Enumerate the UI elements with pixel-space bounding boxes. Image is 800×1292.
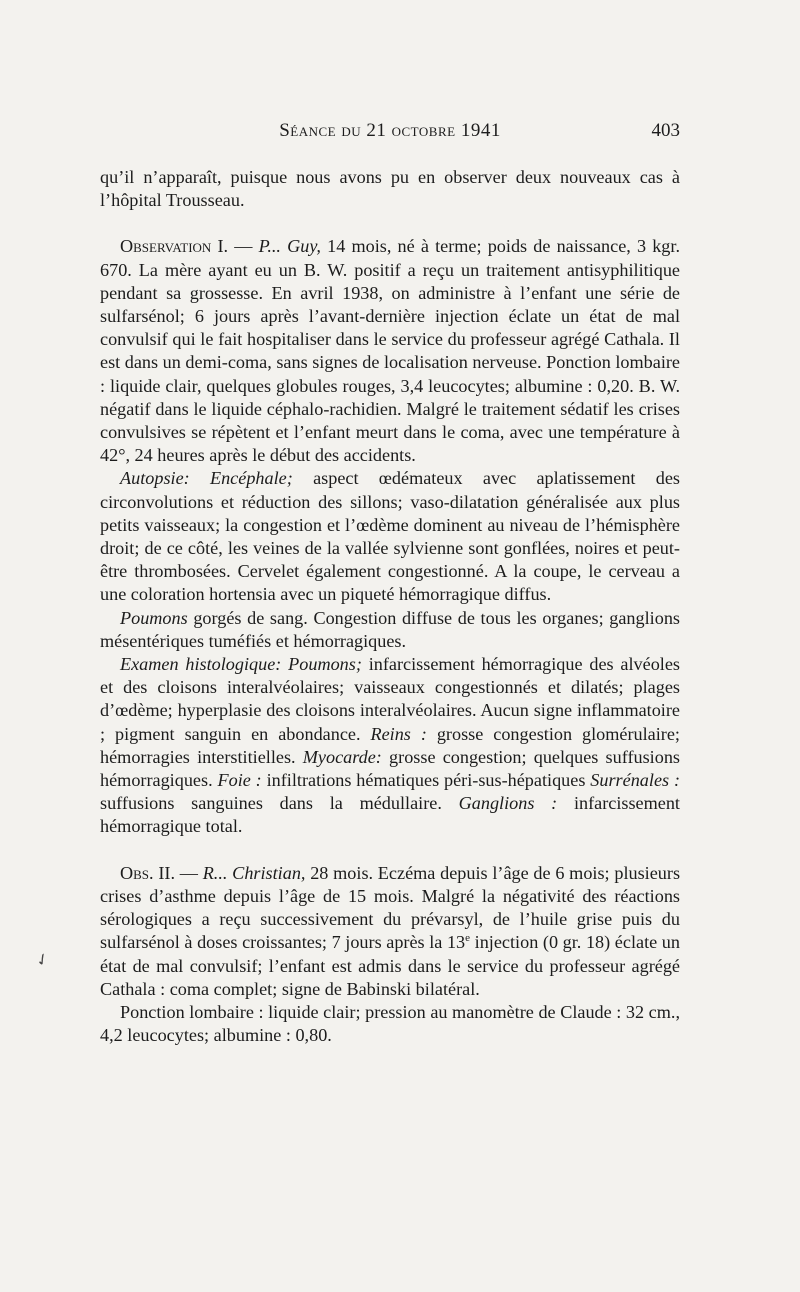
surrenales-label: Surrénales :	[590, 770, 681, 791]
ganglions-label: Ganglions :	[458, 793, 558, 814]
autopsie-text: aspect œdémateux avec aplatissement des circonvolutions et réduction des sillons; vaso-dilatation généralisée aux plus petits vaisseaux; la congestion et l’œdème dominent au niveau de l’hémisphère droit; de ce côté, les veines de la vallée sylvienne sont gonflées, noires et peut-être thrombosées. Cervelet également congestionné. A la coupe, le cerveau a une coloration hortensia avec un piqueté hémorragique diffus.	[100, 468, 680, 605]
reins-label: Reins :	[370, 723, 427, 744]
examen-label: Examen histologique: Poumons;	[120, 654, 362, 675]
intro-text: qu’il n’apparaît, puisque nous avons pu en observer deux nouveaux cas à l’hôpital Trousseau.	[100, 167, 680, 211]
running-title	[100, 120, 680, 142]
observation-1-patient: P... Guy,	[258, 236, 321, 257]
paragraph-poumons	[100, 607, 680, 653]
foie-text: infiltrations hématiques péri-sus-hépatiques	[261, 770, 591, 791]
observation-1-text: 14 mois, né à terme; poids de naissance, 3 kgr. 670. La mère ayant eu un B. W. positif a reçu un traitement antisyphilitique pendant sa grossesse. En avril 1938, on administre à l’enfant une série de sulfarsénol; 6 jours après l’avant-dernière injection éclate un état de mal convulsif qui le fait hospitaliser dans le service du professeur agrégé Cathala. Il est dans un demi-coma, sans signes de localisation nerveuse. Ponction lombaire : liquide clair, quelques globules rouges, 3,4 leucocytes; albumine : 0,20. B. W. négatif dans le liquide céphalo-rachidien. Malgré le traitement sédatif les crises convulsives se répètent et l’enfant meurt dans le coma, avec une température à 42°, 24 heures après le début des accidents.	[100, 236, 681, 466]
paragraph-observation-1	[100, 235, 680, 467]
observation-1-dash: —	[228, 236, 259, 257]
foie-label: Foie :	[217, 770, 262, 791]
autopsie-label: Autopsie: Encéphale;	[120, 468, 293, 489]
running-title-prefix: Séance du	[279, 120, 362, 141]
poumons-text: gorgés de sang. Congestion diffuse de tous les organes; ganglions mésentériques tuméfiés et hémorragiques.	[100, 607, 680, 651]
running-head	[100, 120, 680, 148]
reins-text: grosse congestion glomérulaire; hémorragies interstitielles.	[100, 723, 680, 767]
observation-2-superscript: e	[465, 932, 471, 945]
myocarde-label: Myocarde:	[302, 746, 382, 767]
pencil-check-mark-icon: ✓	[32, 949, 54, 972]
examen-text: infarcissement hémorragique des alvéoles et des cloisons interalvéolaires; vaisseaux congestionnés et dilatés; plages d’œdème; hyperplasie des cloisons interalvéolaires. Aucun signe inflammatoire ; pigment sanguin en abondance.	[100, 654, 681, 744]
body-text	[100, 166, 680, 1047]
ponction-text: Ponction lombaire : liquide clair; pression au manomètre de Claude : 32 cm., 4,2 leucocytes; albumine : 0,80.	[100, 1001, 680, 1046]
surrenales-text: suffusions sanguines dans la médullaire.	[100, 793, 459, 814]
observation-2-patient: R... Christian,	[202, 862, 306, 883]
paragraph-intro	[100, 166, 680, 212]
observation-2-text-b: injection (0 gr. 18) éclate un état de mal convulsif; l’enfant est admis dans le service du professeur agrégé Cathala : coma complet; signe de Babinski bilatéral.	[100, 932, 680, 999]
observation-2-text-a: 28 mois. Eczéma depuis l’âge de 6 mois; plusieurs crises d’asthme depuis l’âge de 15 mois. Malgré la négativité des réactions sérologiques a reçu successivement du prévarsyl, de l’huile grise puis du sulfarsénol à doses croissantes; 7 jours après la 13	[100, 862, 681, 953]
poumons-label: Poumons	[120, 607, 188, 628]
running-title-day: 21	[366, 120, 387, 141]
page-number: 403	[651, 120, 680, 141]
running-title-month: octobre	[391, 120, 456, 141]
ganglions-text: infarcissement hémorragique total.	[100, 793, 680, 837]
observation-2-label: Obs. II.	[120, 862, 175, 883]
paragraph-examen-histologique	[100, 653, 680, 839]
observation-1-label: Observation I.	[120, 236, 229, 257]
observation-2-dash: —	[175, 862, 203, 883]
paragraph-observation-2	[100, 862, 680, 1001]
myocarde-text: grosse congestion; quelques suffusions hémorragiques.	[100, 746, 680, 791]
running-title-year: 1941	[460, 120, 501, 141]
paragraph-ponction	[100, 1001, 680, 1047]
paragraph-autopsie	[100, 467, 680, 606]
